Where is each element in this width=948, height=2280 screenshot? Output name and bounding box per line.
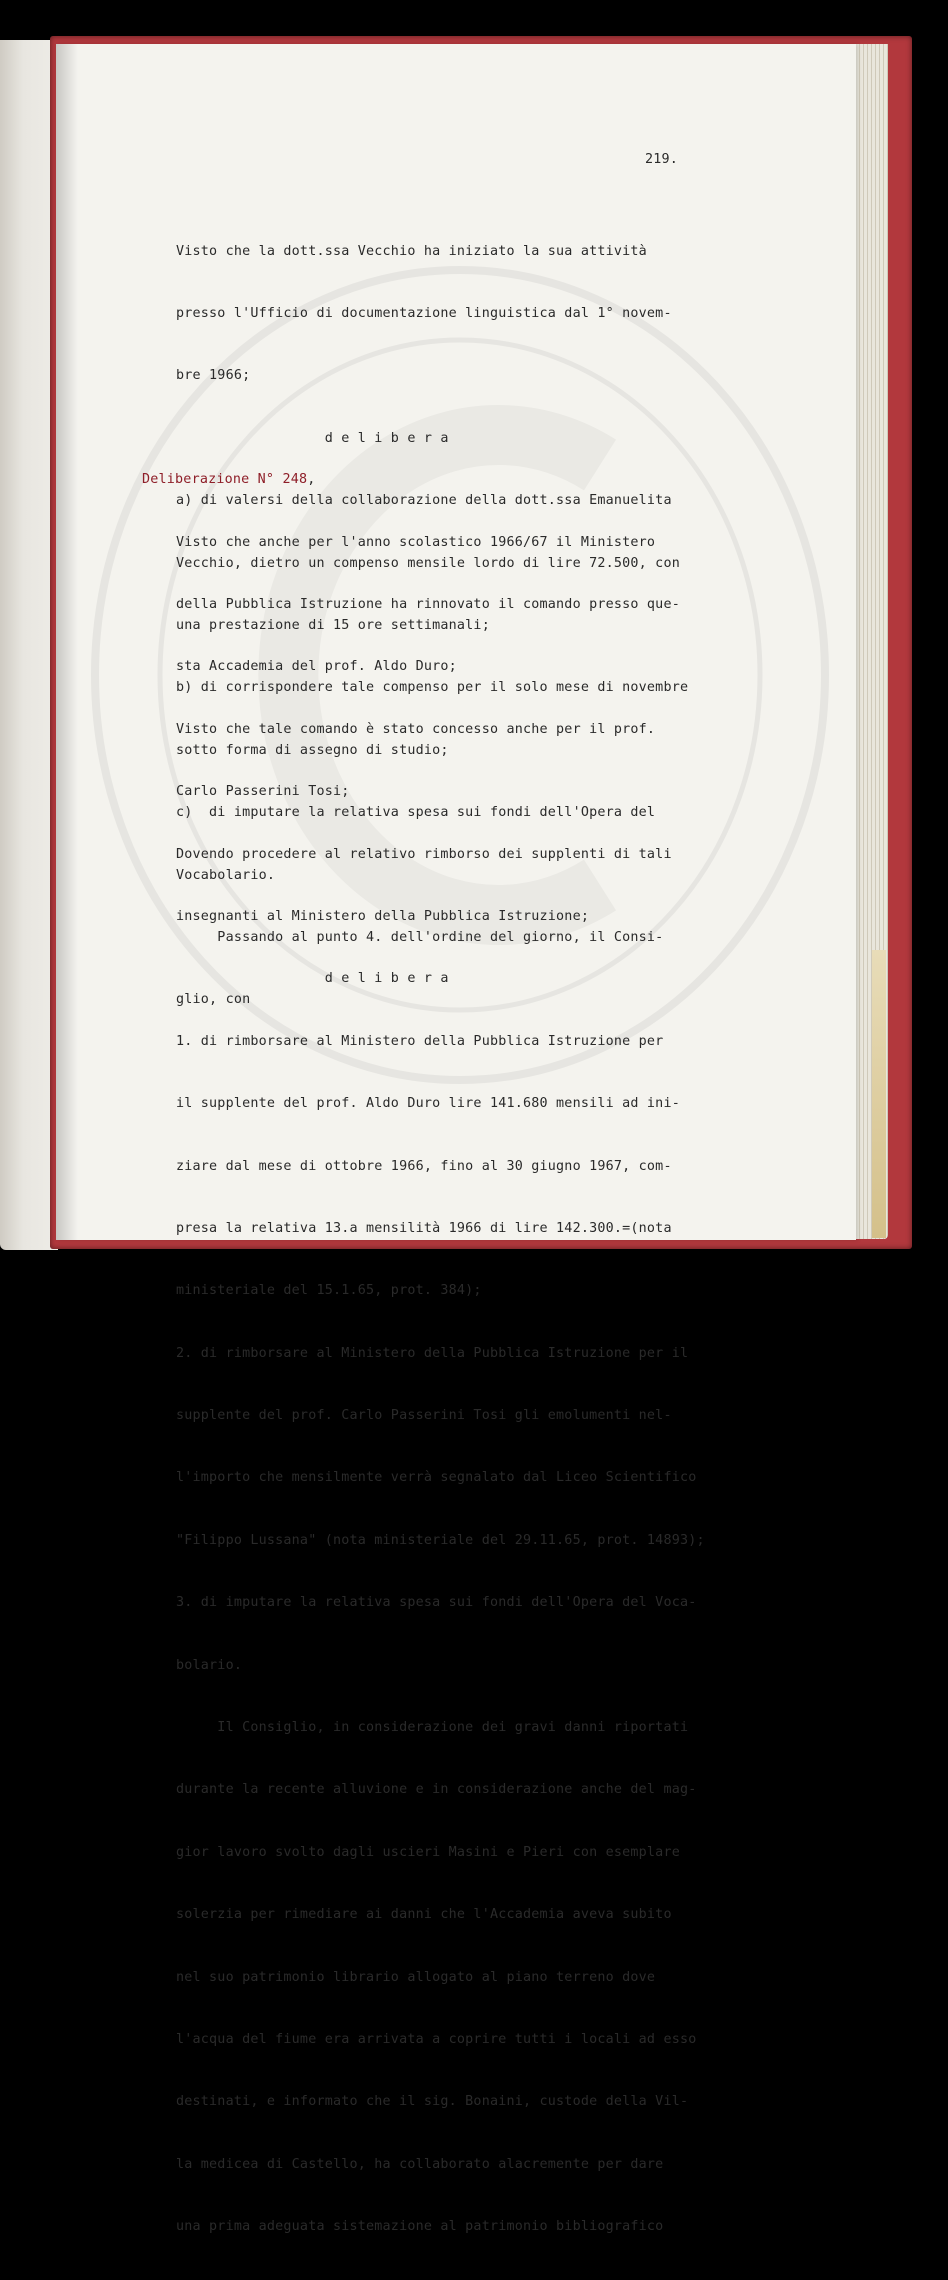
text-line: 1. di rimborsare al Ministero della Pubblica Istruzione per bbox=[176, 1033, 664, 1049]
heading-punctuation: , bbox=[307, 472, 316, 487]
text-line: Visto che la dott.ssa Vecchio ha iniziato la sua attività bbox=[176, 243, 647, 259]
page-number: 219. bbox=[645, 152, 679, 167]
text-line: insegnanti al Ministero della Pubblica Istruzione; bbox=[176, 908, 590, 924]
delibera-line: d e l i b e r a bbox=[176, 430, 449, 446]
text-line: "Filippo Lussana" (nota ministeriale del 29.11.65, prot. 14893); bbox=[176, 1532, 705, 1548]
text-line: una prima adeguata sistemazione al patrimonio bibliografico bbox=[176, 2219, 664, 2235]
page-edges-aged bbox=[872, 950, 886, 1238]
text-line: Il Consiglio, in considerazione dei gravi danni riportati bbox=[176, 1720, 689, 1736]
deliberation-number: Deliberazione N° 248 bbox=[142, 472, 308, 487]
text-line: Visto che anche per l'anno scolastico 1966/67 il Ministero bbox=[176, 534, 656, 550]
text-line: supplente del prof. Carlo Passerini Tosi gli emolumenti nel- bbox=[176, 1408, 672, 1424]
text-line: c) di imputare la relativa spesa sui fondi dell'Opera del bbox=[176, 805, 656, 821]
text-line: bre 1966; bbox=[176, 368, 251, 384]
text-line: della Pubblica Istruzione ha rinnovato il comando presso que- bbox=[176, 596, 680, 612]
text-line: solerzia per rimediare ai danni che l'Accademia aveva subito bbox=[176, 1907, 672, 1923]
text-line: destinati, e informato che il sig. Bonaini, custode della Vil- bbox=[176, 2094, 689, 2110]
text-line: bolario. bbox=[176, 1657, 243, 1673]
text-line: 3. di imputare la relativa spesa sui fondi dell'Opera del Voca- bbox=[176, 1595, 697, 1611]
text-line: l'acqua del fiume era arrivata a coprire tutti i locali ad esso bbox=[176, 2031, 697, 2047]
body-text-bottom bbox=[176, 491, 705, 2280]
text-line: nel suo patrimonio librario allogato al piano terreno dove bbox=[176, 1969, 656, 1985]
text-line: Carlo Passerini Tosi; bbox=[176, 784, 350, 800]
text-line: Vocabolario. bbox=[176, 867, 276, 883]
text-line: Visto che tale comando è stato concesso anche per il prof. bbox=[176, 721, 656, 737]
text-line: la medicea di Castello, ha collaborato alacremente per dare bbox=[176, 2156, 664, 2172]
text-line: Passando al punto 4. dell'ordine del giorno, il Consi- bbox=[176, 929, 664, 945]
text-line: Vecchio, dietro un compenso mensile lordo di lire 72.500, con bbox=[176, 555, 680, 571]
text-line: ziare dal mese di ottobre 1966, fino al 30 giugno 1967, com- bbox=[176, 1158, 672, 1174]
text-line: l'importo che mensilmente verrà segnalato dal Liceo Scientifico bbox=[176, 1470, 697, 1486]
text-line: a) di valersi della collaborazione della dott.ssa Emanuelita bbox=[176, 493, 672, 509]
deliberation-heading bbox=[142, 470, 316, 491]
text-line: Dovendo procedere al relativo rimborso dei supplenti di tali bbox=[176, 846, 672, 862]
text-line: presa la relativa 13.a mensilità 1966 di lire 142.300.=(nota bbox=[176, 1220, 672, 1236]
text-line: sta Accademia del prof. Aldo Duro; bbox=[176, 659, 457, 675]
text-line: sotto forma di assegno di studio; bbox=[176, 742, 449, 758]
text-line: ministeriale del 15.1.65, prot. 384); bbox=[176, 1283, 482, 1299]
text-line: 2. di rimborsare al Ministero della Pubblica Istruzione per il bbox=[176, 1345, 689, 1361]
text-line: glio, con bbox=[176, 992, 251, 1008]
text-line: il supplente del prof. Aldo Duro lire 141.680 mensili ad ini- bbox=[176, 1096, 680, 1112]
text-line: una prestazione di 15 ore settimanali; bbox=[176, 617, 490, 633]
text-line: gior lavoro svolto dagli uscieri Masini e Pieri con esemplare bbox=[176, 1844, 680, 1860]
text-line: presso l'Ufficio di documentazione linguistica dal 1° novem- bbox=[176, 305, 672, 321]
gutter-shadow bbox=[56, 44, 78, 1240]
text-line: b) di corrispondere tale compenso per il solo mese di novembre bbox=[176, 680, 689, 696]
text-line: durante la recente alluvione e in considerazione anche del mag- bbox=[176, 1782, 697, 1798]
delibera-line: d e l i b e r a bbox=[176, 971, 449, 987]
